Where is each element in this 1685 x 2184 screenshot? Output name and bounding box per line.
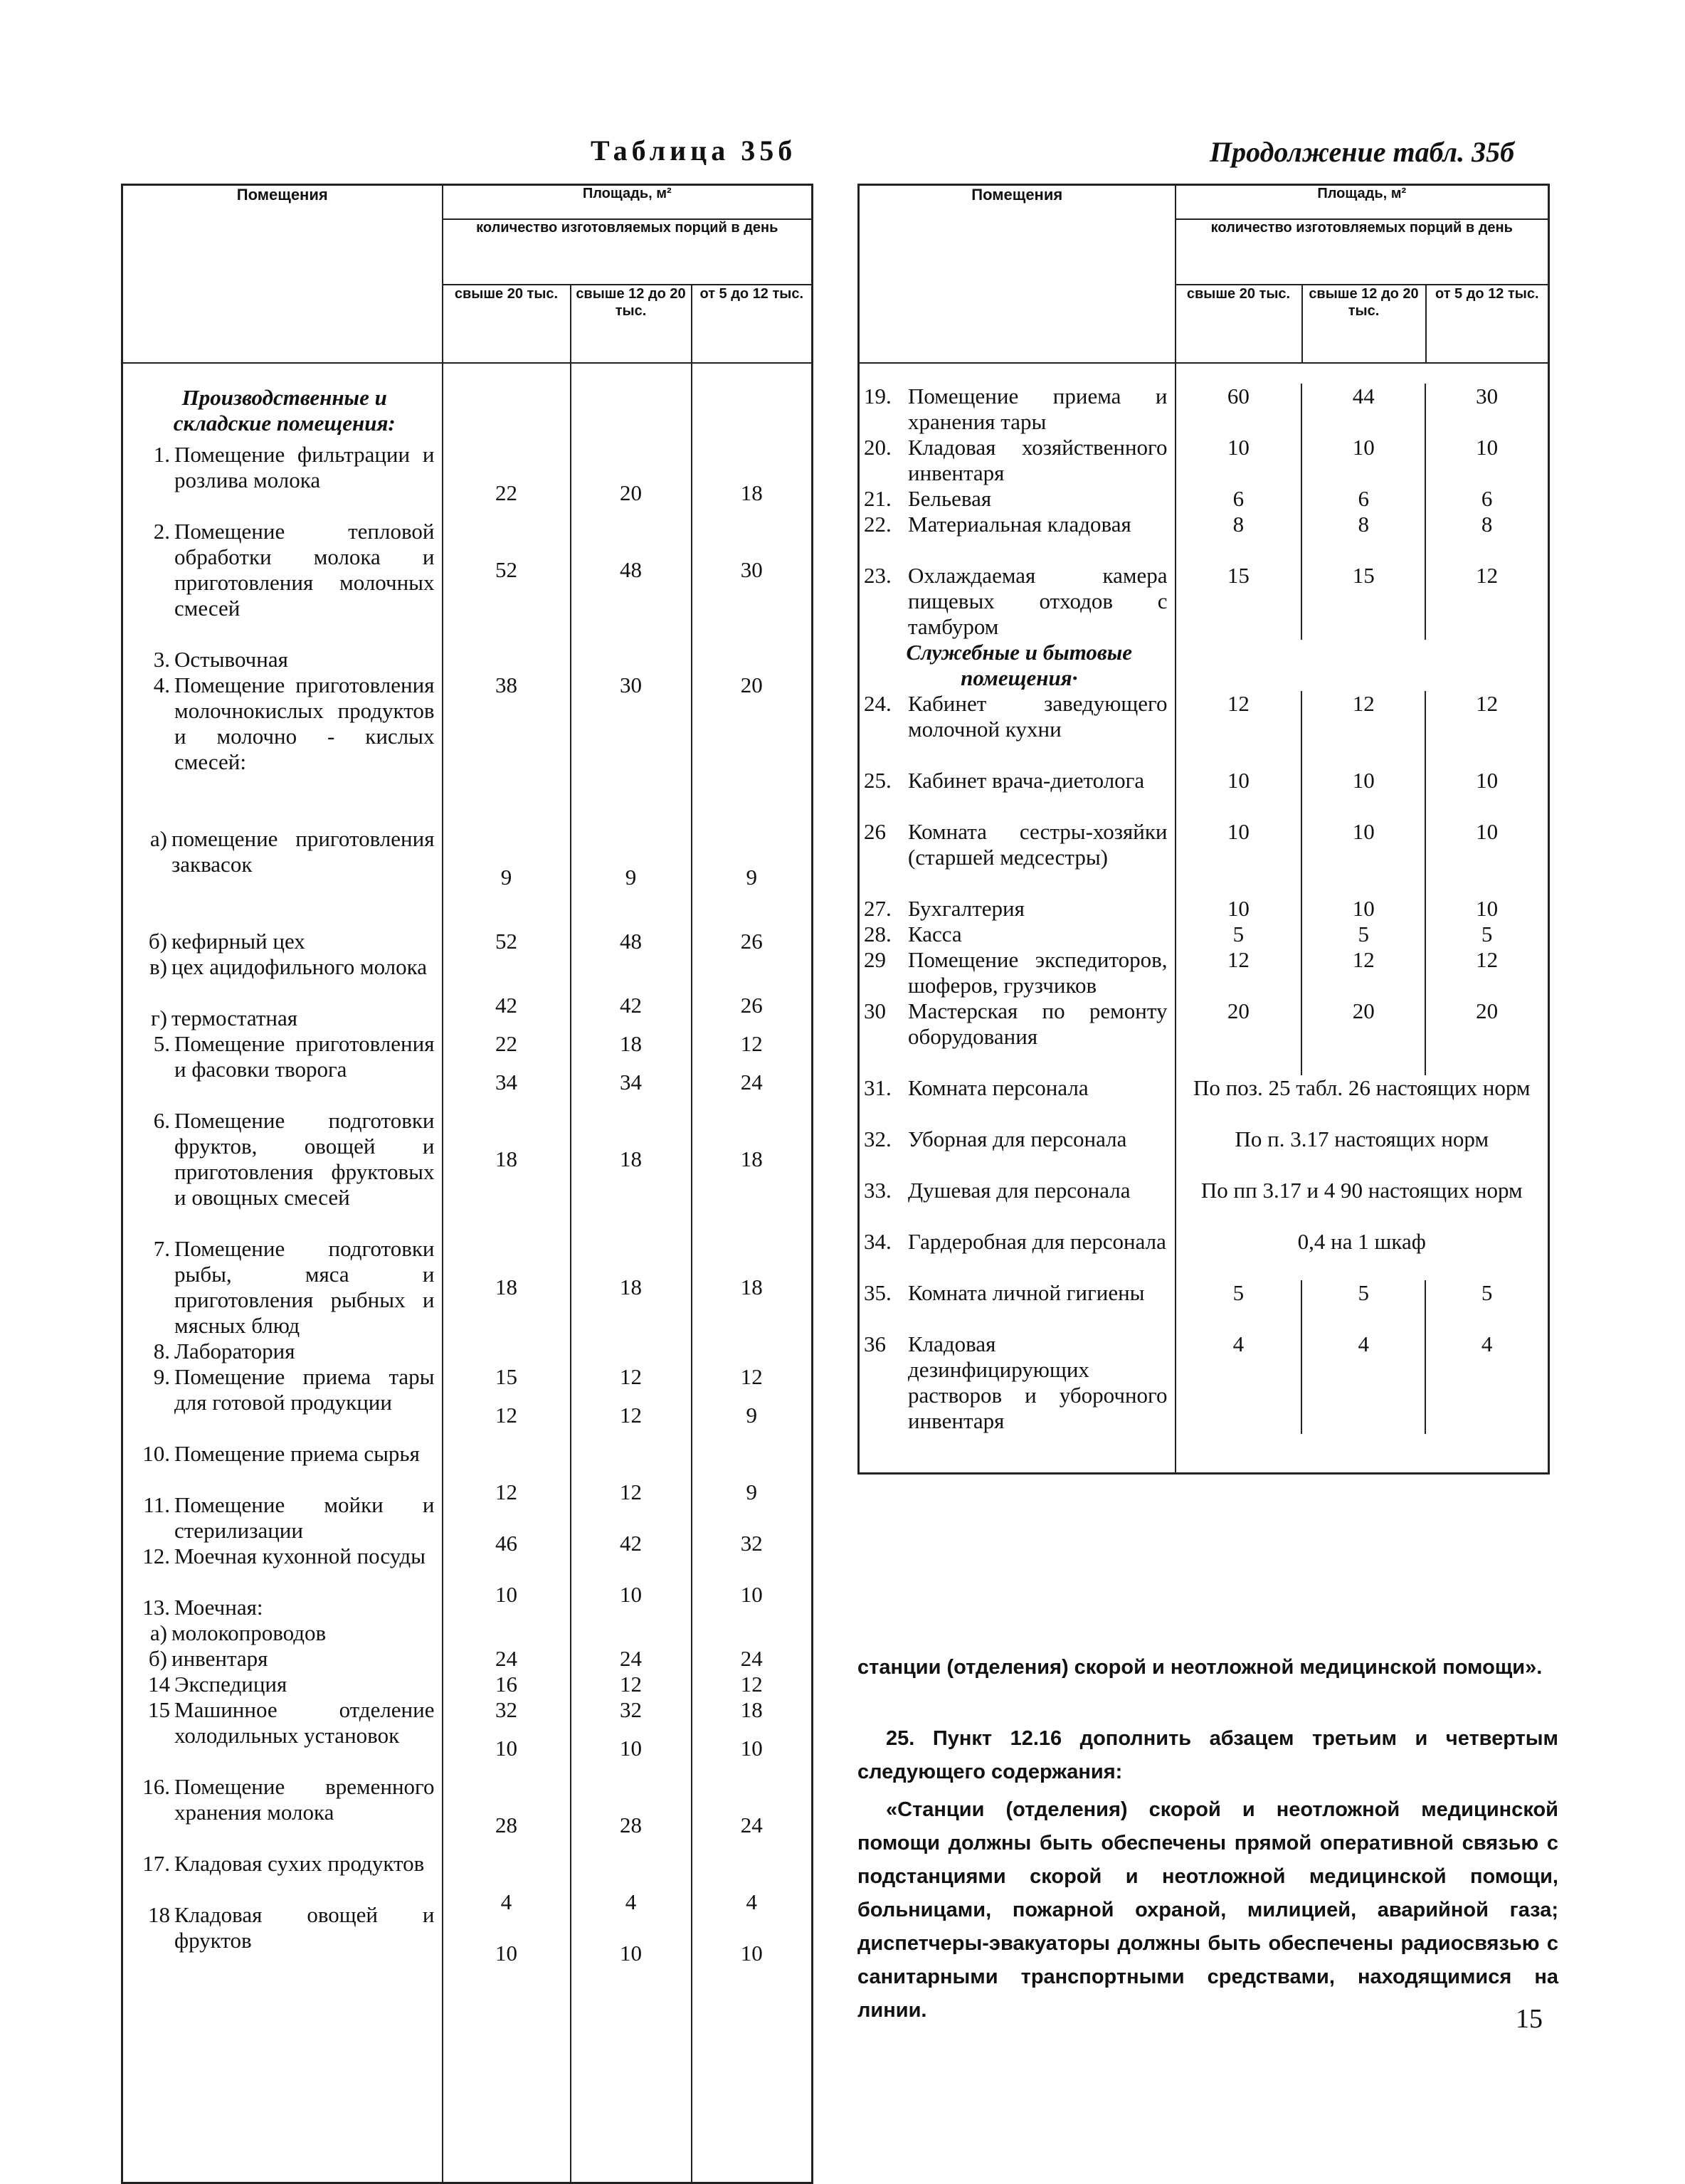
- room-name: Помещение фильтрации и розлива молока: [174, 442, 435, 492]
- right-names-column: [859, 363, 1176, 1474]
- row-number: 2.: [153, 519, 170, 544]
- area-value: 48: [620, 929, 642, 954]
- row-number: 15: [148, 1697, 170, 1722]
- area-value: 10: [740, 1582, 763, 1607]
- area-value: 46: [495, 1531, 517, 1556]
- area-value: 12: [1227, 691, 1250, 716]
- room-name: Моечная кухонной посуды: [174, 1544, 426, 1568]
- room-name: Кладовая сухих продуктов: [174, 1851, 425, 1876]
- area-value: 9: [746, 1479, 758, 1504]
- table-row: [864, 512, 1175, 563]
- qty-header-r: количество изготовляемых порций в день: [1176, 219, 1549, 285]
- left-values-col1: [443, 363, 571, 2183]
- room-name: цех ацидофильного молока: [171, 954, 427, 979]
- area-value: 20: [1425, 998, 1548, 1075]
- area-value: 20: [740, 672, 763, 697]
- room-name: инвентаря: [171, 1646, 268, 1671]
- area-value: 5: [1232, 922, 1245, 946]
- spanning-note: По п. 3.17 настоящих норм: [1235, 1127, 1489, 1151]
- table-row: [127, 1031, 442, 1108]
- area-value: 6: [1425, 486, 1548, 512]
- row-number: 9.: [153, 1364, 170, 1389]
- table-row: [127, 1620, 442, 1646]
- area-value: 52: [495, 557, 517, 582]
- area-value: 32: [740, 1531, 763, 1556]
- row-number: 31.: [864, 1075, 892, 1100]
- area-value: 10: [1301, 768, 1425, 819]
- area-value: 12: [495, 1403, 517, 1428]
- area-value: 12: [620, 1403, 642, 1428]
- row-number: 19.: [864, 384, 892, 408]
- values-row: [1176, 435, 1548, 486]
- area-value: 52: [495, 929, 517, 954]
- row-number: 12.: [142, 1544, 170, 1568]
- area-value: 18: [495, 1275, 517, 1299]
- area-value: 6: [1301, 486, 1425, 512]
- values-row: [1176, 1331, 1548, 1434]
- row-number: 28.: [864, 922, 892, 946]
- table-row: [127, 954, 442, 1006]
- room-name: молокопроводов: [171, 1620, 327, 1645]
- room-name: Помещение подготовки фруктов, овощей и приготовления фруктовых и овощных смесей: [174, 1108, 435, 1210]
- row-number: 11.: [143, 1492, 170, 1517]
- area-value: 9: [625, 865, 637, 890]
- paragraph-1: станции (отделения) скорой и неотложной медицинской помощи».: [857, 1656, 1543, 1679]
- table-row: [127, 519, 442, 647]
- table-row: [127, 1441, 442, 1492]
- area-value: 24: [740, 1813, 763, 1837]
- area-value: 22: [495, 1031, 517, 1056]
- area-value: 18: [620, 1275, 642, 1299]
- area-value: 10: [1425, 435, 1548, 486]
- table-row: [864, 768, 1175, 819]
- area-value: 10: [1425, 819, 1548, 896]
- area-value: [571, 698, 691, 852]
- room-name: Душевая для персонала: [908, 1178, 1131, 1203]
- room-name: Бельевая: [908, 486, 992, 511]
- area-value: 10: [495, 1941, 517, 1966]
- table-row: [127, 1851, 442, 1902]
- area-header: Площадь, м²: [443, 185, 813, 220]
- area-value: 12: [1425, 691, 1548, 768]
- area-value: 5: [1425, 922, 1548, 947]
- area-value: 18: [495, 1146, 517, 1171]
- values-row: [1176, 1229, 1548, 1280]
- table-row: [127, 1544, 442, 1595]
- values-row: [1176, 922, 1548, 947]
- table-row: [127, 1902, 442, 1953]
- room-name: Помещение временного хранения молока: [174, 1774, 435, 1825]
- area-value: 9: [500, 865, 512, 890]
- row-number: 13.: [142, 1595, 170, 1620]
- page-number: 15: [1516, 2004, 1543, 2034]
- area-value: 10: [1227, 435, 1250, 460]
- area-value: 12: [620, 1479, 642, 1504]
- room-name: Кабинет заведующего молочной кухни: [908, 691, 1168, 742]
- area-value: 10: [1301, 896, 1425, 922]
- area-value: 12: [620, 1364, 642, 1389]
- values-row: [1176, 1178, 1548, 1229]
- row-number: 35.: [864, 1280, 892, 1305]
- row-number: 1.: [153, 442, 170, 467]
- room-name: Помещение приема тары для готовой продукции: [174, 1364, 435, 1415]
- row-number: 10.: [142, 1441, 170, 1466]
- row-number: а): [149, 1620, 167, 1645]
- values-row: [1176, 947, 1548, 998]
- spanning-note: По поз. 25 табл. 26 настоящих норм: [1193, 1075, 1531, 1100]
- table-row: [127, 1646, 442, 1672]
- area-value: 44: [1301, 384, 1425, 435]
- row-number: 8.: [153, 1339, 170, 1363]
- room-name: Помещение приготовления молочнокислых продуктов и молочно - кислых смесей:: [174, 672, 435, 774]
- col-12-20-r: свыше 12 до 20 тыс.: [1302, 285, 1426, 363]
- room-name: термостатная: [171, 1006, 298, 1030]
- right-table: [857, 184, 1550, 1475]
- area-value: [443, 1620, 570, 1646]
- area-value: 4: [500, 1889, 512, 1914]
- area-value: 12: [1425, 947, 1548, 998]
- room-name: Остывочная: [174, 647, 288, 672]
- area-value: 48: [620, 557, 642, 582]
- area-value: 8: [1232, 512, 1245, 537]
- area-value: [443, 954, 570, 980]
- room-name: помещение приготовления заквасок: [171, 826, 435, 877]
- right-table-title: Продолжение табл. 35б: [1210, 136, 1515, 168]
- row-number: 16.: [142, 1774, 170, 1799]
- table-row: [864, 691, 1175, 768]
- room-name: Гардеробная для персонала: [908, 1229, 1166, 1254]
- area-value: 26: [740, 993, 763, 1018]
- row-number: в): [149, 954, 167, 979]
- table-row: [127, 929, 442, 954]
- room-name: Мастерская по ремонту оборудования: [908, 998, 1168, 1049]
- area-value: 26: [740, 929, 763, 954]
- table-row: [127, 442, 442, 519]
- room-name: Помещение приготовления и фасовки творога: [174, 1031, 435, 1082]
- values-row: [1176, 384, 1548, 435]
- left-names-column: [122, 363, 443, 2183]
- area-value: 32: [620, 1697, 642, 1722]
- area-value: 28: [620, 1813, 642, 1837]
- row-number: г): [150, 1006, 167, 1030]
- room-name: Комната персонала: [908, 1075, 1089, 1100]
- area-value: 18: [740, 480, 763, 505]
- values-row: [1176, 1075, 1548, 1127]
- area-value: 4: [1425, 1331, 1548, 1434]
- values-row: [1176, 998, 1548, 1075]
- values-row: [1176, 563, 1548, 640]
- area-value: 10: [1227, 819, 1250, 844]
- area-value: 10: [620, 1582, 642, 1607]
- table-row: [127, 1006, 442, 1031]
- values-row: [1176, 768, 1548, 819]
- area-value: [571, 954, 691, 980]
- table-row: [127, 1774, 442, 1851]
- area-value: 20: [1227, 998, 1250, 1023]
- area-header-r: Площадь, м²: [1176, 185, 1549, 220]
- table-row: [864, 998, 1175, 1075]
- table-row: [127, 826, 442, 903]
- row-number: 4.: [153, 672, 170, 697]
- area-value: 15: [1227, 563, 1250, 588]
- room-name: Моечная:: [174, 1595, 263, 1620]
- values-row: [1176, 486, 1548, 512]
- row-number: 3.: [153, 647, 170, 672]
- row-number: 5.: [153, 1031, 170, 1056]
- values-row: [1176, 512, 1548, 563]
- room-name: Касса: [908, 922, 962, 946]
- paragraph-2: 25. Пункт 12.16 дополнить абзацем третьим и четвертым следующего содержания:: [857, 1727, 1558, 1783]
- room-name: Бухгалтерия: [908, 896, 1025, 921]
- area-value: 10: [495, 1736, 517, 1761]
- table-row: [127, 647, 442, 672]
- area-value: 10: [1227, 768, 1250, 793]
- area-value: 12: [740, 1672, 763, 1697]
- col-over-20-r: свыше 20 тыс.: [1176, 285, 1302, 363]
- row-number: 30: [864, 998, 886, 1023]
- room-name: Кладовая овощей и фруктов: [174, 1902, 435, 1953]
- area-value: 10: [495, 1582, 517, 1607]
- area-value: 24: [740, 1070, 763, 1094]
- row-number: 20.: [864, 435, 892, 460]
- paragraph-3: «Станции (отделения) скорой и неотложной медицинской помощи должны быть обеспечены прямой оперативной связью с подстанциями скорой и неотложной медицинской помощи, больницами, пожарной охраной, милицией, аварийной газа; диспетчеры-эвакуаторы должны быть обеспечены радиосвязью с санитарными транспортными средствами, находящимися на линии.: [857, 1798, 1558, 2022]
- qty-header: количество изготовляемых порций в день: [443, 219, 813, 285]
- area-value: 18: [740, 1275, 763, 1299]
- room-name: Помещение подготовки рыбы, мяса и приготовления рыбных и мясных блюд: [174, 1236, 435, 1338]
- room-name: Кабинет врача-диетолога: [908, 768, 1145, 793]
- area-value: 10: [620, 1736, 642, 1761]
- left-table: [121, 184, 813, 2184]
- table-row: [864, 947, 1175, 998]
- area-value: [443, 698, 570, 852]
- table-row: [127, 672, 442, 826]
- values-row: [1176, 691, 1548, 768]
- left-values-col2: [571, 363, 692, 2183]
- area-value: 10: [1425, 896, 1548, 922]
- row-number: 7.: [153, 1236, 170, 1261]
- room-name: Охлаждаемая камера пищевых отходов с тамбуром: [908, 563, 1168, 639]
- row-number: 22.: [864, 512, 892, 537]
- area-value: 10: [620, 1941, 642, 1966]
- col-5-12: от 5 до 12 тыс.: [692, 285, 813, 363]
- row-number: 21.: [864, 486, 892, 511]
- area-value: 5: [1232, 1280, 1245, 1305]
- table-row: [864, 1280, 1175, 1331]
- left-values-col3: [692, 363, 813, 2183]
- area-value: 18: [620, 1146, 642, 1171]
- area-value: 10: [740, 1941, 763, 1966]
- row-number: 24.: [864, 691, 892, 716]
- area-value: 24: [620, 1646, 642, 1671]
- area-value: [692, 698, 812, 852]
- area-value: 10: [1425, 768, 1548, 819]
- row-number: 18: [148, 1902, 170, 1927]
- section-service: Служебные и бытовые помещения·: [906, 640, 1133, 690]
- area-value: 24: [495, 1646, 517, 1671]
- room-name: Помещение мойки и стерилизации: [174, 1492, 435, 1543]
- section-production: Производственные и складские помещения:: [173, 385, 396, 436]
- table-row: [127, 1595, 442, 1620]
- rooms-header-r: Помещения: [859, 185, 1176, 364]
- area-value: [692, 1620, 812, 1646]
- values-row: [1176, 819, 1548, 896]
- area-value: 30: [620, 672, 642, 697]
- row-number: б): [148, 1646, 167, 1671]
- col-5-12-r: от 5 до 12 тыс.: [1426, 285, 1549, 363]
- table-row: [127, 1108, 442, 1236]
- section-spacer: [1176, 640, 1548, 691]
- room-name: Помещение приема и хранения тары: [908, 384, 1168, 434]
- room-name: Комната сестры-хозяйки (старшей медсестры): [908, 819, 1168, 870]
- area-value: 9: [746, 865, 758, 890]
- room-name: Помещение экспедиторов, шоферов, грузчиков: [908, 947, 1168, 998]
- area-value: 8: [1425, 512, 1548, 563]
- area-value: 12: [1301, 947, 1425, 998]
- table-row: [127, 1697, 442, 1774]
- area-value: 28: [495, 1813, 517, 1837]
- row-number: 36: [864, 1331, 886, 1356]
- row-number: б): [148, 929, 167, 954]
- table-row: [127, 903, 442, 929]
- area-value: 5: [1425, 1280, 1548, 1331]
- row-number: 29: [864, 947, 886, 972]
- table-row: [864, 819, 1175, 896]
- row-number: 23.: [864, 563, 892, 588]
- row-number: а): [149, 826, 167, 851]
- right-values-area: [1176, 363, 1549, 1474]
- left-table-title: Таблица 35б: [591, 134, 797, 167]
- row-number: 6.: [153, 1108, 170, 1133]
- area-value: 10: [1301, 819, 1425, 896]
- area-value: 10: [740, 1736, 763, 1761]
- table-row: [864, 384, 1175, 435]
- area-value: 6: [1232, 486, 1245, 511]
- room-name: Помещение тепловой обработки молока и приготовления молочных смесей: [174, 519, 435, 621]
- table-row: [127, 1236, 442, 1339]
- area-value: 24: [740, 1646, 763, 1671]
- area-value: 12: [1227, 947, 1250, 972]
- area-value: 5: [1301, 1280, 1425, 1331]
- table-row: [864, 486, 1175, 512]
- area-value: 10: [1227, 896, 1250, 921]
- area-value: 4: [625, 1889, 637, 1914]
- room-name: Помещение приема сырья: [174, 1441, 420, 1466]
- area-value: 42: [620, 993, 642, 1018]
- room-name: Кладовая хозяйственного инвентаря: [908, 435, 1168, 485]
- table-row: [864, 922, 1175, 947]
- area-value: 12: [1425, 563, 1548, 640]
- area-value: 12: [620, 1672, 642, 1697]
- area-value: 38: [495, 672, 517, 697]
- table-row: [864, 435, 1175, 486]
- area-value: 60: [1227, 384, 1250, 408]
- room-name: Лаборатория: [174, 1339, 295, 1363]
- values-row: [1176, 1127, 1548, 1178]
- table-row: [864, 1178, 1175, 1229]
- room-name: Кладовая дезинфицирующих растворов и уборочного инвентаря: [908, 1331, 1168, 1433]
- col-over-20: свыше 20 тыс.: [443, 285, 571, 363]
- table-row: [864, 1331, 1175, 1434]
- area-value: 12: [1301, 691, 1425, 768]
- row-number: 32.: [864, 1127, 892, 1151]
- area-value: 32: [495, 1697, 517, 1722]
- area-value: 34: [495, 1070, 517, 1094]
- area-value: 30: [1425, 384, 1548, 435]
- area-value: 18: [740, 1697, 763, 1722]
- room-name: Комната личной гигиены: [908, 1280, 1145, 1305]
- area-value: 5: [1301, 922, 1425, 947]
- table-row: [864, 1229, 1175, 1280]
- room-name: кефирный цех: [171, 929, 305, 954]
- values-row: [1176, 896, 1548, 922]
- area-value: 4: [1232, 1331, 1245, 1356]
- row-number: 34.: [864, 1229, 892, 1254]
- row-number: 25.: [864, 768, 892, 793]
- area-value: 20: [1301, 998, 1425, 1075]
- row-number: 26: [864, 819, 886, 844]
- table-row: [864, 563, 1175, 640]
- area-value: 12: [740, 1364, 763, 1389]
- table-row: [864, 1127, 1175, 1178]
- room-name: Экспедиция: [174, 1672, 287, 1697]
- room-name: Уборная для персонала: [908, 1127, 1127, 1151]
- table-row: [127, 1364, 442, 1441]
- area-value: 42: [620, 1531, 642, 1556]
- row-number: 17.: [142, 1851, 170, 1876]
- area-value: 16: [495, 1672, 517, 1697]
- area-value: 15: [1301, 563, 1425, 640]
- table-row: [127, 1492, 442, 1544]
- area-value: 4: [1301, 1331, 1425, 1434]
- area-value: 8: [1301, 512, 1425, 563]
- area-value: 18: [740, 1146, 763, 1171]
- area-value: 42: [495, 993, 517, 1018]
- col-12-20: свыше 12 до 20 тыс.: [571, 285, 692, 363]
- area-value: 30: [740, 557, 763, 582]
- row-number: 27.: [864, 896, 892, 921]
- area-value: 22: [495, 480, 517, 505]
- area-value: [571, 1620, 691, 1646]
- area-value: 4: [746, 1889, 758, 1914]
- table-row: [127, 1672, 442, 1697]
- area-value: 34: [620, 1070, 642, 1094]
- table-row: [864, 896, 1175, 922]
- row-number: 33.: [864, 1178, 892, 1203]
- area-value: 20: [620, 480, 642, 505]
- spanning-note: По пп 3.17 и 4 90 настоящих норм: [1200, 1178, 1523, 1203]
- spanning-note: 0,4 на 1 шкаф: [1297, 1229, 1426, 1254]
- area-value: 18: [620, 1031, 642, 1056]
- rooms-header: Помещения: [122, 185, 443, 364]
- table-row: [127, 1339, 442, 1364]
- area-value: 15: [495, 1364, 517, 1389]
- table-row: [864, 1075, 1175, 1127]
- area-value: 12: [495, 1479, 517, 1504]
- values-row: [1176, 1280, 1548, 1331]
- room-name: Машинное отделение холодильных установок: [174, 1697, 435, 1748]
- area-value: 12: [740, 1031, 763, 1056]
- area-value: [692, 954, 812, 980]
- room-name: Материальная кладовая: [908, 512, 1131, 537]
- area-value: 9: [746, 1403, 758, 1428]
- row-number: 14: [148, 1672, 170, 1697]
- area-value: 10: [1301, 435, 1425, 486]
